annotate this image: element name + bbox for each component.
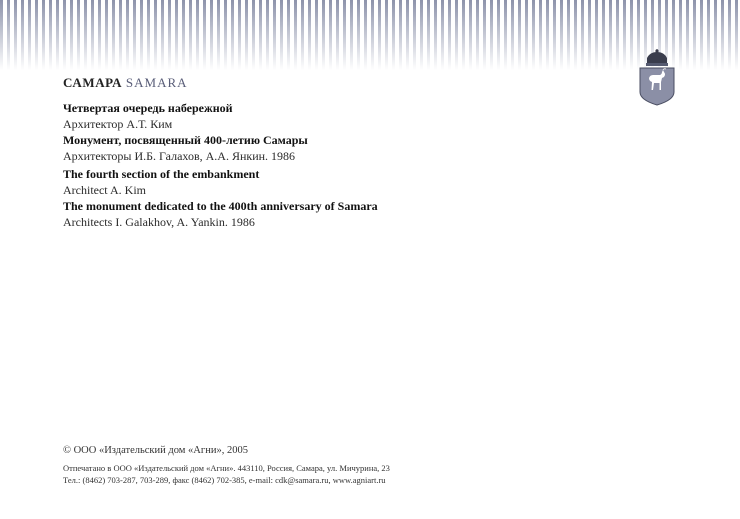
caption-en-line-2: Architect A. Kim	[63, 183, 146, 197]
caption-en-line-4: Architects I. Galakhov, A. Yankin. 1986	[63, 215, 255, 229]
russian-caption	[63, 100, 308, 164]
decorative-stripes	[0, 0, 740, 70]
crown-icon	[646, 49, 668, 66]
printing-info: Отпечатано в ООО «Издательский дом «Агни». 443110, Россия, Самара, ул. Мичурина, 23	[63, 463, 390, 473]
caption-ru-line-3: Монумент, посвященный 400-летию Самары	[63, 133, 308, 147]
page-title	[63, 75, 188, 91]
caption-ru-line-2: Архитектор А.Т. Ким	[63, 117, 173, 131]
shield-icon	[640, 68, 674, 105]
title-ru: САМАРА	[63, 75, 123, 90]
caption-ru-line-4: Архитекторы И.Б. Галахов, А.А. Янкин. 1986	[63, 149, 296, 163]
title-en: SAMARA	[125, 75, 188, 90]
caption-ru-line-1: Четвертая очередь набережной	[63, 101, 233, 115]
english-caption	[63, 166, 378, 230]
caption-en-line-3: The monument dedicated to the 400th anniversary of Samara	[63, 199, 378, 213]
copyright-text: © ООО «Издательский дом «Агни», 2005	[63, 445, 248, 456]
samara-coat-of-arms-icon	[637, 48, 677, 108]
caption-en-line-1: The fourth section of the embankment	[63, 167, 260, 181]
contact-info: Тел.: (8462) 703-287, 703-289, факс (8462) 702-385, e-mail: cdk@samara.ru, www.agniart.ru	[63, 475, 386, 485]
